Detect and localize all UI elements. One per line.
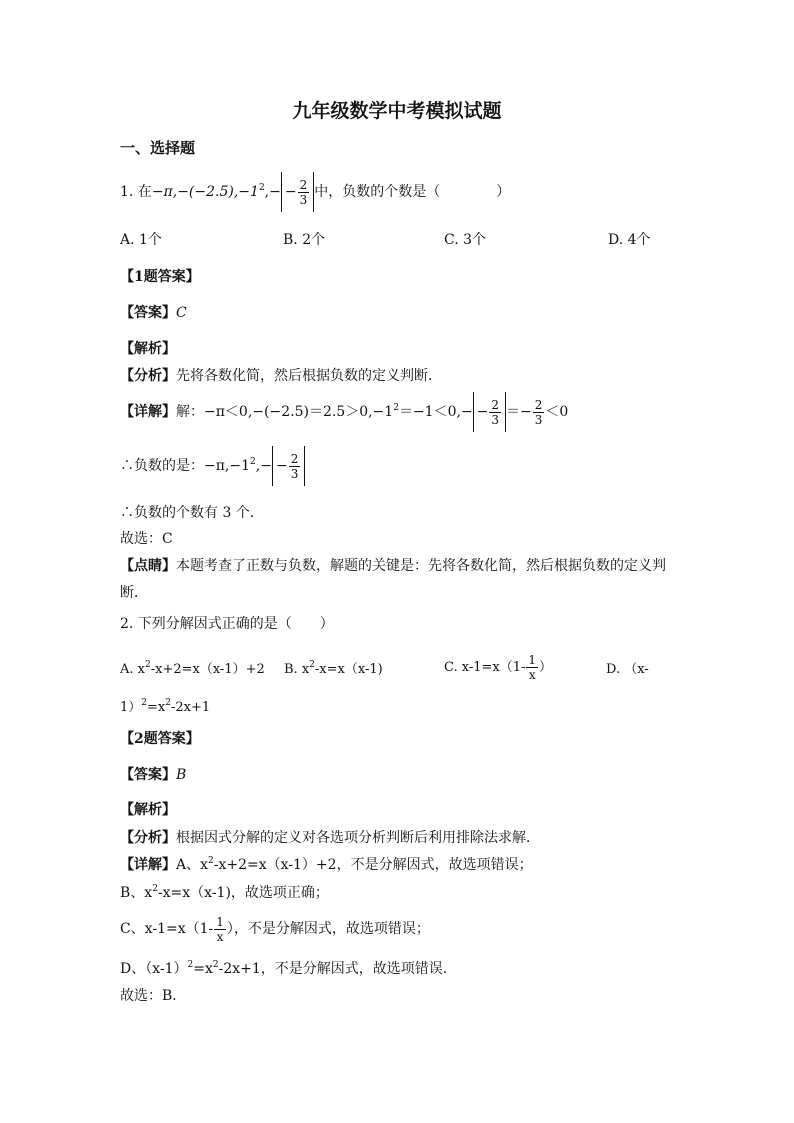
choice-2: 故选：B． [120, 988, 187, 1004]
xiangjie-2-b: B、$x^2-x=x(x-1)$，故选项正确； [120, 884, 329, 901]
option-2d: D. （x- [606, 662, 649, 677]
question-1-stem: 1. 在$-\pi,-(-2.5),-1^2,-$ − $\frac{2}{3}$ 中，负数的个数是（ ） [120, 172, 510, 212]
analysis-2: 【解析】 [120, 802, 176, 818]
dianjing-1-cont: 断． [120, 585, 148, 601]
question-2-stem: 2. 下列分解因式正确的是（ ） [120, 616, 334, 632]
answer-header-1: 【1题答案】 [120, 269, 200, 285]
option-b: B. 2个 [283, 232, 326, 248]
section-heading: 一、选择题 [120, 139, 196, 157]
xiangjie-2-d: D、$(x-1)^2=x^2-2x+1$，不是分解因式，故选项错误． [120, 960, 457, 977]
page-title: 九年级数学中考模拟试题 [292, 100, 502, 122]
abs-value: − $\frac{2}{3}$ [281, 172, 314, 212]
option-2a: A. $x^2-x+2=x(x-1)+2$ [120, 660, 265, 677]
negatives-line: ∴负数的是：$-\pi,-1^2,-$ − $\frac{2}{3}$ [120, 446, 305, 486]
fenxi-1: 【分析】先将各数化简，然后根据负数的定义判断． [120, 368, 442, 384]
count-line: ∴负数的个数有 3 个． [120, 505, 264, 521]
option-c: C. 3个 [444, 232, 487, 248]
answer-2: 【答案】B [120, 767, 187, 783]
option-2d-cont: $1)^2=x^2-2x+1$ [120, 698, 211, 715]
dianjing-1: 【点睛】本题考查了正数与负数，解题的关键是：先将各数化简，然后根据负数的定义判 [120, 558, 666, 574]
fraction: $\frac{2}{3}$ [299, 177, 308, 207]
analysis-1: 【解析】 [120, 341, 176, 357]
option-a: A. 1个 [120, 232, 162, 248]
choice-1: 故选：C [120, 531, 173, 547]
answer-1: 【答案】C [120, 305, 187, 321]
option-2c: C. x-1=x（1- $\frac{1}{x}$ ） [444, 653, 553, 682]
option-d: D. 4个 [608, 232, 651, 248]
xiangjie-2-a: 【详解】A、$x^2-x+2=x(x-1)+2$，不是分解因式，故选项错误； [120, 856, 533, 873]
option-2b: B. $x^2-x=x(x-1)$ [284, 660, 383, 677]
answer-header-2: 【2题答案】 [120, 731, 200, 747]
fenxi-2: 【分析】根据因式分解的定义对各选项分析判断后利用排除法求解． [120, 830, 540, 846]
xiangjie-2-c: C、x-1=x（1- $\frac{1}{x}$ ），不是分解因式，故选项错误； [120, 914, 430, 944]
xiangjie-1: 【详解】解：$-\pi<0,-(-2.5)=2.5>0,-1^2=-1<0,-$ − $\frac{2}{3}$ ＝− $\frac{2}{3}$ ＜0 [120, 392, 568, 432]
